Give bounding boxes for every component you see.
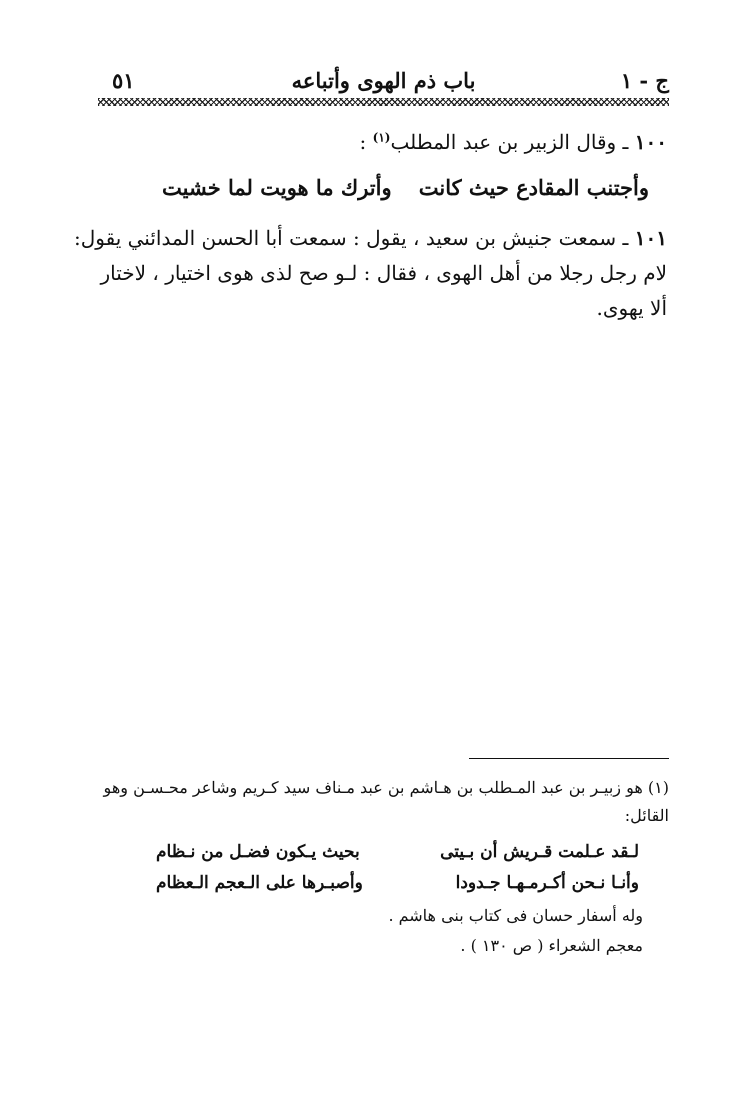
item-101-line-1 xyxy=(74,226,667,250)
item-100 xyxy=(360,130,667,154)
footnote-separator xyxy=(469,758,669,759)
footnote-verse-2-left: وأصبـرها على الـعجم الـعظام xyxy=(156,873,363,893)
page-number: ٥١ xyxy=(112,68,135,93)
item-tail: : xyxy=(359,130,373,154)
footnote-line-2: القائل: xyxy=(624,806,669,825)
item-101-line-2: لام رجل رجلا من أهل الهوى ، فقال : لـو صح لذى هوى اختيار ، لاختار xyxy=(100,261,667,285)
footnote-verse-1-right: لـقد عـلمت قـريش أن بـيتى xyxy=(440,842,639,862)
verse-hemistich-right: وأجتنب المقادع حيث كانت xyxy=(418,175,649,200)
running-header xyxy=(98,64,669,94)
header-ornamental-rule xyxy=(98,98,669,106)
item-number: ١٠١ xyxy=(634,226,667,250)
verse-hemistich-left: وأترك ما هويت لما خشيت xyxy=(162,175,392,200)
footnote-verse-1-left: بحيث يـكون فضـل من نـظام xyxy=(156,842,360,862)
chapter-title: باب ذم الهوى وأتباعه xyxy=(291,68,476,93)
footnote-verse-2-right: وأنـا نـحن أكـرمـهـا جـدودا xyxy=(455,873,639,893)
item-text: ـ سمعت جنيش بن سعيد ، يقول : سمعت أبا الحسن المدائني يقول: xyxy=(73,226,629,250)
footnote-line-1: (١) هو زبيـر بن عبد المـطلب بن هـاشم بن عبد مـناف سيد كـريم وشاعر محـسـن وهو xyxy=(103,778,669,797)
item-number: ١٠٠ xyxy=(634,130,667,154)
footnote-line-4: معجم الشعراء ( ص ١٣٠ ) . xyxy=(460,936,643,955)
footnote-reference: (١) xyxy=(372,130,391,145)
item-101-line-3: ألا يهوى. xyxy=(596,296,667,320)
footnote-line-3: وله أسفار حسان فى كتاب بنى هاشم . xyxy=(388,906,643,925)
item-text: ـ وقال الزبير بن عبد المطلب xyxy=(390,130,629,154)
volume-label: ج - ١ xyxy=(620,68,669,93)
